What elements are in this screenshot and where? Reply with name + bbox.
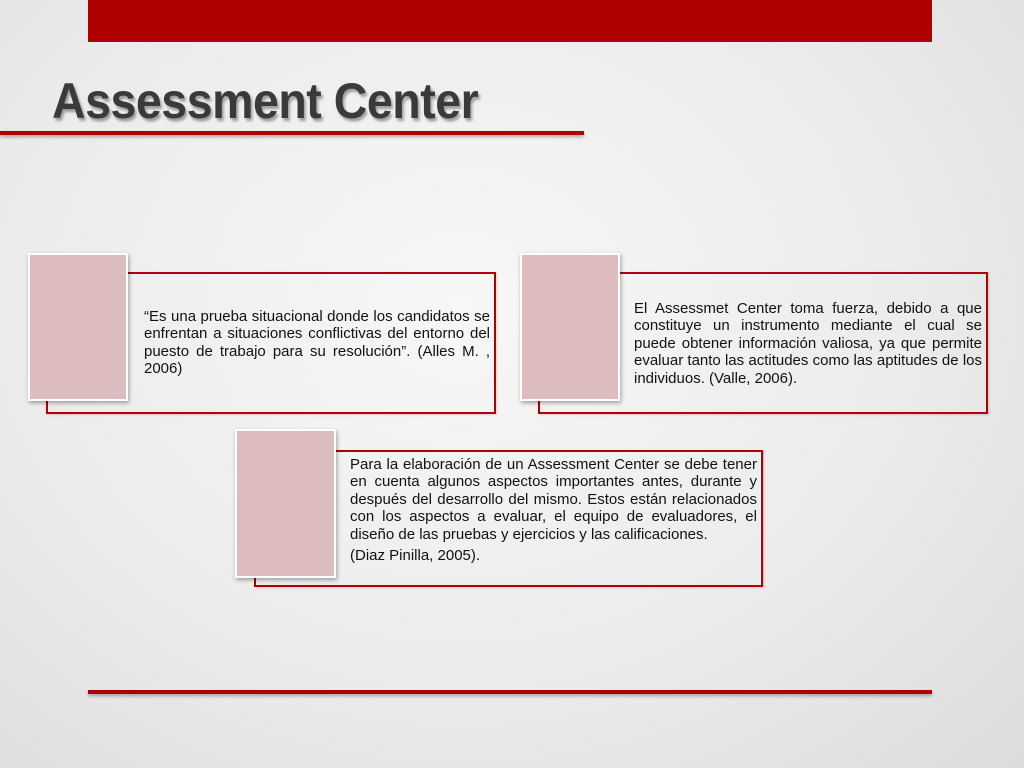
card-1-quote: “Es una prueba situacional donde los candidatos se enfrentan a situaciones conflictivas del entorno del puesto de trabajo para su resolución”. (Alles M. , 2006)	[144, 308, 490, 378]
title-underline	[0, 131, 584, 135]
card-3-citation: (Diaz Pinilla, 2005).	[350, 547, 481, 565]
card-1-text	[144, 308, 490, 378]
card-1-square	[28, 253, 128, 401]
card-3-paragraph: Para la elaboración de un Assessment Center se debe tener en cuenta algunos aspectos importantes antes, durante y después del desarrollo del mismo. Estos están relacionados con los aspectos a evaluar, el equipo de evaluadores, el diseño de las pruebas y ejercicios y las calificaciones.	[350, 456, 757, 543]
card-3-square	[235, 429, 336, 578]
top-accent-bar	[88, 0, 932, 42]
bottom-accent-line	[88, 690, 932, 694]
card-2-square	[520, 253, 620, 401]
card-3-text	[350, 456, 757, 564]
card-2-text	[634, 300, 982, 387]
card-2-paragraph: El Assessmet Center toma fuerza, debido a que constituye un instrumento mediante el cual se puede obtener información valiosa, ya que permite evaluar tanto las actitudes como las aptitudes de los individuos. (Valle, 2006).	[634, 300, 982, 387]
page-title: Assessment Center	[52, 73, 479, 129]
